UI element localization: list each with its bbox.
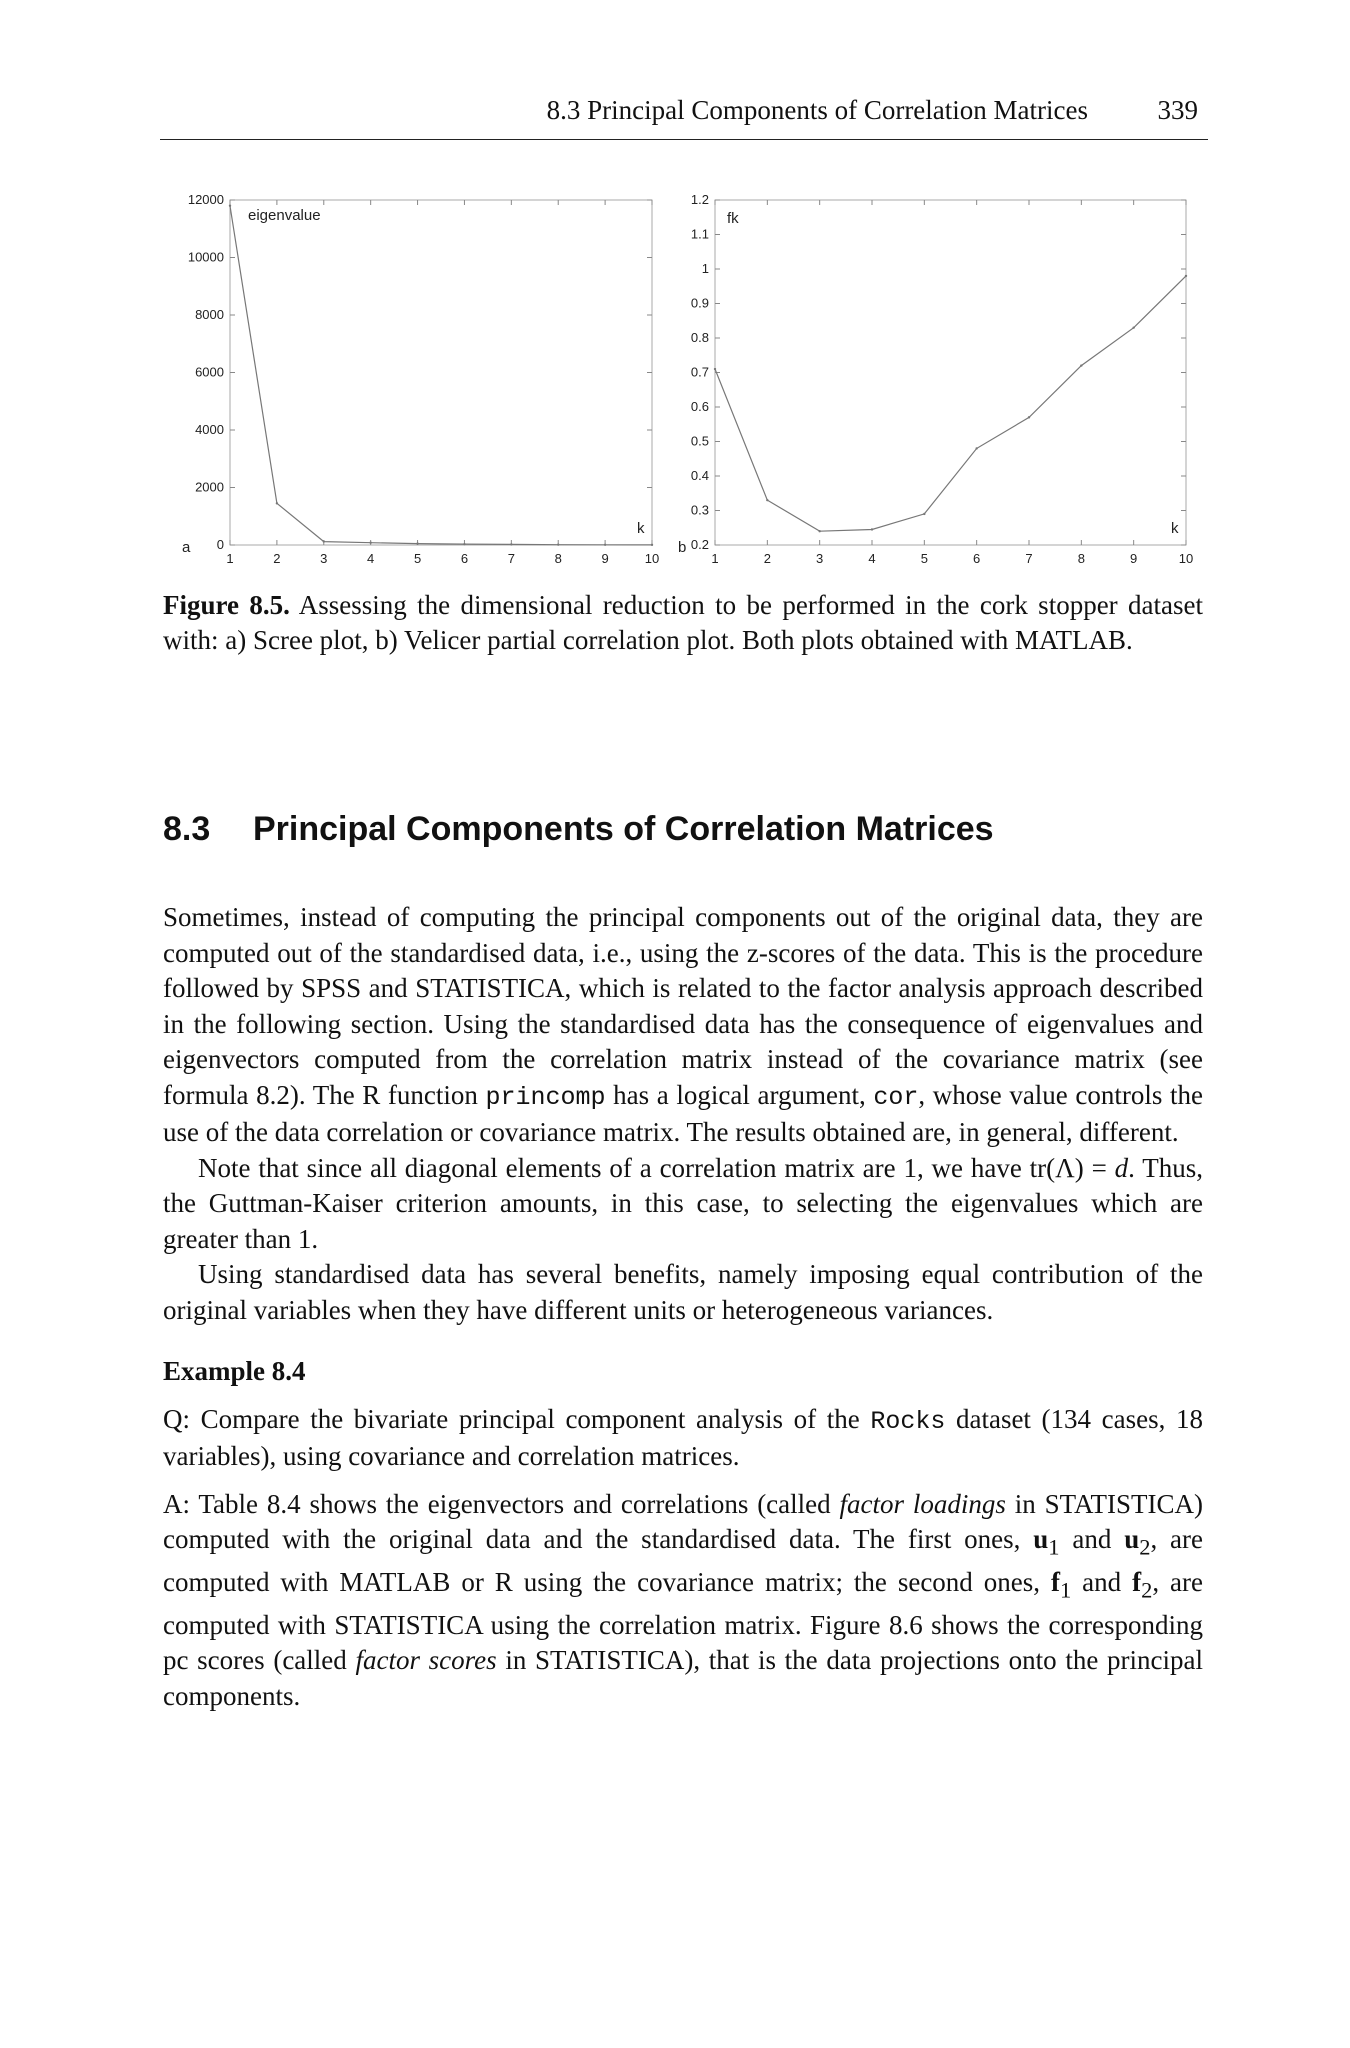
- x-tick-label: 3: [320, 551, 328, 566]
- math-f: f: [1132, 1566, 1142, 1597]
- panel-label: a: [182, 539, 191, 556]
- math-u: u: [1124, 1524, 1140, 1554]
- text-run: in STATISTICA), that is the data projections onto the principal components.: [163, 1645, 1203, 1711]
- example-heading: Example 8.4: [163, 1356, 306, 1386]
- x-tick-label: 2: [273, 551, 281, 566]
- emphasis: factor scores: [355, 1645, 497, 1676]
- text-run: Q: Compare the bivariate principal component analysis of the: [163, 1403, 871, 1434]
- text-run: , are computed with MATLAB or R using the covariance matrix; the second ones,: [163, 1524, 1204, 1597]
- text-run: . Thus, the Guttman-Kaiser criterion amounts, in this case, to selecting the eigenvalues which are greater than 1.: [163, 1152, 1204, 1254]
- y-tick-label: 10000: [187, 249, 224, 265]
- text-run: , are computed with STATISTICA using the correlation matrix. Figure 8.6 shows the corresponding pc scores (called: [163, 1566, 1204, 1676]
- y-tick-label: 0.5: [690, 433, 709, 449]
- y-tick-label: 0.6: [690, 399, 709, 414]
- x-tick-label: 8: [1077, 551, 1085, 566]
- data-point: [604, 544, 606, 546]
- y-tick-label: 0.2: [690, 537, 709, 552]
- x-tick-label: 7: [507, 551, 515, 566]
- series-line: [715, 276, 1186, 531]
- subscript: 2: [1139, 1534, 1151, 1560]
- y-tick-label: 6000: [195, 364, 224, 380]
- code-rocks: Rocks: [870, 1406, 946, 1436]
- question-paragraph: [163, 1402, 1203, 1475]
- math-f: f: [1050, 1566, 1060, 1597]
- x-tick-label: 8: [554, 551, 562, 566]
- data-point: [276, 502, 278, 504]
- x-tick-label: 9: [601, 551, 609, 566]
- x-tick-label: 6: [973, 551, 981, 566]
- math-d: d: [1114, 1152, 1129, 1183]
- x-tick-label: 4: [367, 551, 375, 566]
- x-tick-label: 3: [816, 551, 824, 566]
- y-tick-label: 1: [701, 261, 709, 276]
- x-tick-label: 7: [1025, 551, 1033, 566]
- y-tick-label: 1.1: [690, 226, 709, 242]
- data-point: [923, 513, 925, 515]
- x-tick-label: 9: [1130, 551, 1138, 566]
- paragraph: [163, 900, 1203, 1151]
- caption-label: Figure 8.5.: [163, 590, 290, 620]
- section-number: 8.3: [163, 810, 211, 848]
- text-run: and: [1071, 1566, 1133, 1597]
- text-run: Note that since all diagonal elements of a correlation matrix are 1, we have tr(Λ) =: [198, 1152, 1115, 1183]
- data-point: [323, 540, 325, 542]
- data-point: [975, 447, 977, 449]
- paragraph: Using standardised data has several benefits, namely imposing equal contribution of the original variables when they have different units or heterogeneous variances.: [163, 1259, 1203, 1325]
- figure-caption: [163, 588, 1203, 658]
- running-head: [160, 95, 1208, 140]
- data-point: [1132, 326, 1134, 328]
- subscript: 1: [1048, 1534, 1060, 1560]
- plot-frame: [715, 200, 1186, 545]
- series-label: fk: [727, 210, 739, 227]
- body-text: [163, 900, 1203, 1714]
- data-point: [416, 542, 418, 544]
- x-tick-label: 1: [711, 551, 719, 566]
- y-tick-label: 0.9: [690, 295, 709, 311]
- velicer-plot-chart: [680, 185, 1210, 580]
- x-tick-label: 10: [1178, 551, 1194, 566]
- text-run: , whose value controls the use of the data correlation or covariance matrix. The results obtained are, in general, different.: [163, 1079, 1203, 1147]
- text-run: dataset (134 cases, 18 variables), using covariance and correlation matrices.: [163, 1403, 1203, 1471]
- data-point: [1185, 275, 1187, 277]
- y-tick-label: 12000: [187, 192, 224, 207]
- x-tick-label: 5: [413, 551, 422, 566]
- section-heading: [163, 810, 1203, 849]
- data-point: [463, 543, 465, 545]
- data-point: [510, 543, 512, 545]
- y-tick-label: 4000: [195, 422, 224, 437]
- x-axis-label: k: [1171, 520, 1179, 537]
- math-u: u: [1033, 1524, 1049, 1554]
- x-tick-label: 5: [920, 551, 928, 566]
- data-point: [818, 530, 820, 532]
- running-head-title: 8.3 Principal Components of Correlation Matrices: [546, 95, 1088, 125]
- y-tick-label: 0.4: [690, 468, 709, 483]
- y-tick-label: 8000: [195, 307, 224, 322]
- data-point: [714, 368, 716, 370]
- data-point: [369, 542, 371, 544]
- y-tick-label: 0.7: [690, 364, 709, 380]
- plot-frame: [230, 200, 652, 545]
- section-title: Principal Components of Correlation Matrices: [253, 810, 994, 848]
- text-run: Sometimes, instead of computing the principal components out of the original data, they are computed out of the standardised data, i.e., using the z-scores of the data. This is the procedure followed by SPSS and STATISTICA, which is related to the factor analysis approach described in the following section. Using the standardised data has the consequence of eigenvalues and eigenvectors computed from the correlation matrix instead of the covariance matrix (see formula 8.2). The R function: [163, 902, 1203, 1110]
- x-tick-label: 4: [868, 551, 876, 566]
- x-tick-label: 2: [763, 551, 771, 566]
- data-point: [871, 528, 873, 530]
- caption-text: Assessing the dimensional reduction to be performed in the cork stopper dataset with: a) Scree plot, b) Velicer partial correlation plot. Both plots obtained with MATLAB.: [163, 590, 1203, 655]
- y-tick-label: 2000: [195, 479, 224, 495]
- scree-plot-chart: [160, 185, 680, 580]
- y-tick-label: 0.3: [690, 502, 709, 518]
- y-tick-label: 0: [216, 537, 224, 552]
- data-point: [557, 543, 559, 545]
- text-run: in STATISTICA) computed with the original data and the standardised data. The first ones,: [163, 1488, 1203, 1554]
- text-run: and: [1059, 1524, 1125, 1554]
- y-tick-label: 1.2: [690, 192, 709, 207]
- answer-paragraph: [163, 1487, 1203, 1715]
- data-point: [1080, 364, 1082, 366]
- x-tick-label: 1: [226, 551, 234, 566]
- code-cor: cor: [873, 1082, 919, 1112]
- emphasis: factor loadings: [839, 1488, 1006, 1519]
- series-label: eigenvalue: [248, 207, 321, 224]
- data-point: [229, 205, 231, 207]
- figure-8-5: [160, 185, 1210, 580]
- panel-label: b: [678, 539, 687, 556]
- subscript: 1: [1059, 1577, 1072, 1603]
- data-point: [1028, 416, 1030, 418]
- x-axis-label: k: [637, 520, 645, 537]
- text-run: has a logical argument,: [605, 1079, 874, 1110]
- data-point: [651, 544, 653, 546]
- series-line: [230, 206, 652, 545]
- text-run: A: Table 8.4 shows the eigenvectors and correlations (called: [163, 1488, 840, 1519]
- y-tick-label: 0.8: [690, 330, 709, 345]
- subscript: 2: [1141, 1577, 1153, 1603]
- page-number: 339: [1157, 95, 1198, 125]
- data-point: [766, 499, 768, 501]
- code-princomp: princomp: [485, 1082, 606, 1112]
- x-tick-label: 10: [644, 551, 660, 566]
- x-tick-label: 6: [460, 551, 469, 566]
- paragraph: [163, 1151, 1203, 1258]
